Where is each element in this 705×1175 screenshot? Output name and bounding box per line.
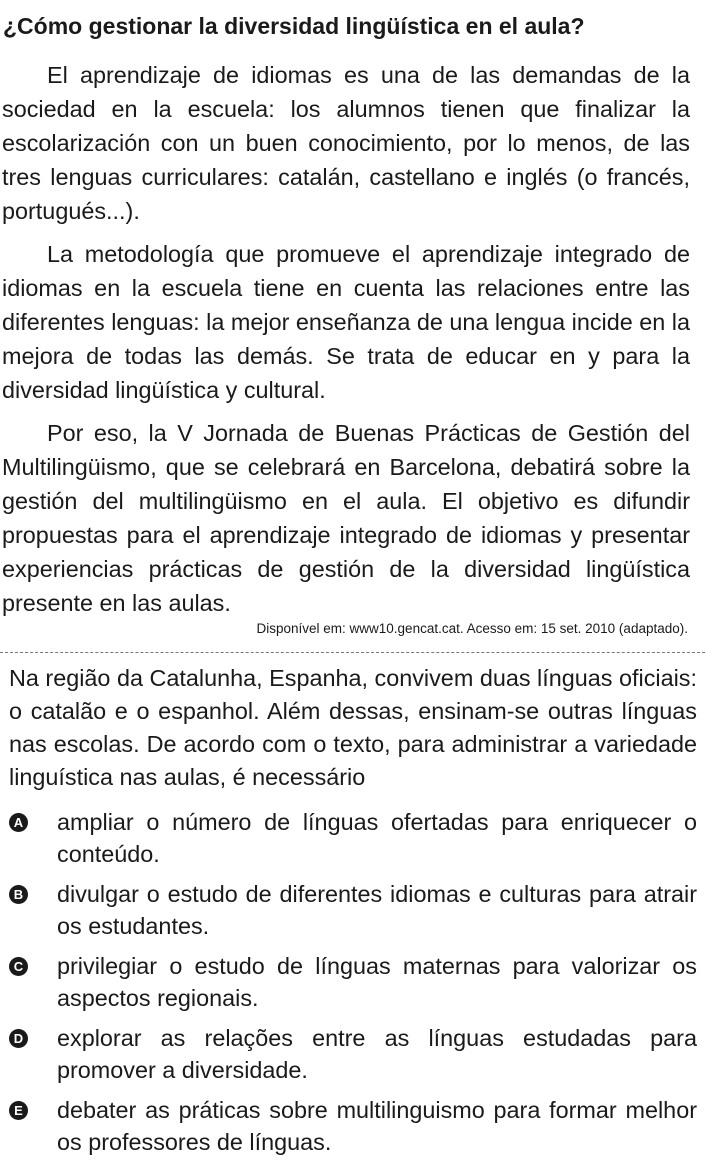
option-text-b: divulgar o estudo de diferentes idiomas e culturas para atrair os estudantes. (57, 881, 697, 939)
article-body (2, 58, 690, 629)
answer-option-b[interactable] (7, 878, 697, 942)
option-letter-e-badge: E (9, 1101, 28, 1120)
article-title: ¿Cómo gestionar la diversidad lingüística en el aula? (3, 13, 585, 39)
answer-option-d[interactable] (7, 1022, 697, 1086)
option-text-d: explorar as relações entre as línguas estudadas para promover a diversidade. (57, 1025, 697, 1083)
option-letter-d-badge: D (9, 1029, 28, 1048)
answer-options (7, 806, 697, 1166)
source-citation: Disponível em: www10.gencat.cat. Acesso em: 15 set. 2010 (adaptado). (256, 621, 688, 636)
dashed-divider (0, 652, 705, 653)
option-letter-a-badge: A (9, 813, 28, 832)
answer-option-a[interactable] (7, 806, 697, 870)
question-stem: Na região da Catalunha, Espanha, convivem duas línguas oficiais: o catalão e o espanhol. Além dessas, ensinam-se outras línguas nas escolas. De acordo com o texto, para administrar a variedade linguística nas aulas, é necessário (9, 665, 697, 790)
answer-option-e[interactable] (7, 1094, 697, 1158)
answer-option-c[interactable] (7, 950, 697, 1014)
article-paragraph-3: Por eso, la V Jornada de Buenas Prácticas de Gestión del Multilingüismo, que se celebrará en Barcelona, debatirá sobre la gestión del multilingüismo en el aula. El objetivo es difundir propuestas para el aprendizaje integrado de idiomas y presentar experiencias prácticas de gestión de la diversidad lingüística presente en las aulas. (2, 420, 690, 616)
option-letter-c-badge: C (9, 957, 28, 976)
option-text-c: privilegiar o estudo de línguas maternas para valorizar os aspectos regionais. (57, 953, 697, 1011)
option-text-e: debater as práticas sobre multilinguismo para formar melhor os professores de línguas. (57, 1097, 697, 1155)
article-paragraph-2: La metodología que promueve el aprendizaje integrado de idiomas en la escuela tiene en cuenta las relaciones entre las diferentes lenguas: la mejor enseñanza de una lengua incide en la mejora de todas las demás. Se trata de educar en y para la diversidad lingüística y cultural. (2, 241, 690, 403)
option-text-a: ampliar o número de línguas ofertadas para enriquecer o conteúdo. (57, 809, 697, 867)
article-paragraph-1: El aprendizaje de idiomas es una de las demandas de la sociedad en la escuela: los alumnos tienen que finalizar la escolarización con un buen conocimiento, por lo menos, de las tres lenguas curriculares: catalán, castellano e inglés (o francés, portugués...). (2, 62, 690, 224)
option-letter-b-badge: B (9, 885, 28, 904)
